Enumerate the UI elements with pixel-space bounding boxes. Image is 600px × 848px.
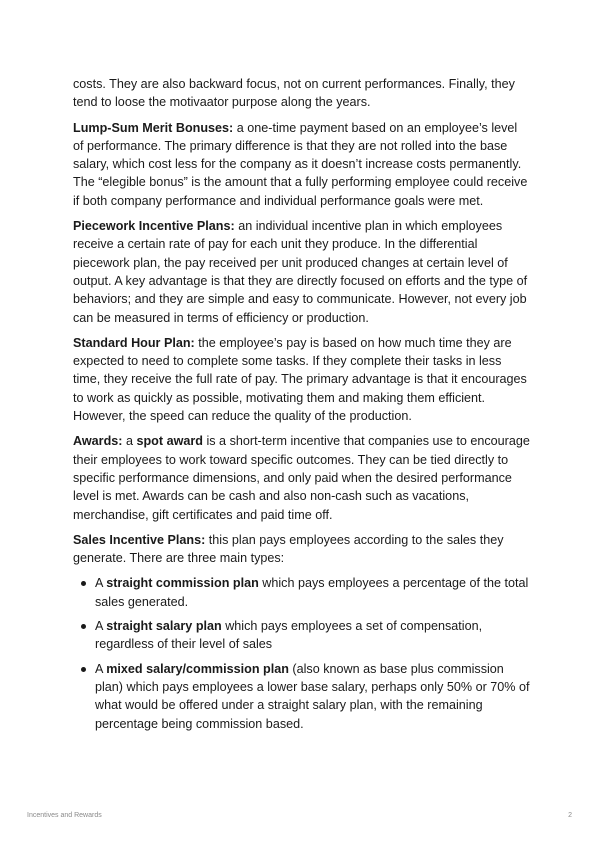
sales-text: this plan pays employees according to the sales they generate. There are three main types: xyxy=(73,532,504,566)
bullet-text: (also known as base plus commission plan) which pays employees a lower base salary, perhaps only 50% or 70% of what would be offered under a straight salary plan, with the remaining percentage being commission based. xyxy=(95,661,530,731)
spot-award-term: spot award xyxy=(136,434,203,449)
lump-sum-term: Lump-Sum Merit Bonuses: xyxy=(73,120,234,135)
list-item xyxy=(95,617,531,654)
standard-hour-paragraph xyxy=(73,334,531,425)
bullet-term: mixed salary/commission plan xyxy=(106,661,289,676)
list-item xyxy=(95,660,531,733)
document-body xyxy=(73,75,531,739)
bullet-term: straight commission plan xyxy=(106,576,259,591)
list-item xyxy=(95,574,531,611)
awards-pre: a xyxy=(122,434,137,449)
standard-hour-term: Standard Hour Plan: xyxy=(73,335,195,350)
awards-term: Awards: xyxy=(73,434,123,449)
sales-term: Sales Incentive Plans: xyxy=(73,532,206,547)
bullet-pre: A xyxy=(95,619,107,634)
bullet-pre: A xyxy=(95,576,107,591)
piecework-text: an individual incentive plan in which employees receive a certain rate of pay for each unit they produce. In the differential piecework plan, the pay received per unit produced changes at certain level of output. A key advantage is that they are directly focused on efforts and the type of behaviors; and they are simple and easy to communicate. However, not every job can be measured in terms of efficiency or production. xyxy=(73,219,528,325)
sales-paragraph xyxy=(73,531,531,568)
sales-plan-list xyxy=(73,574,531,732)
bullet-pre: A xyxy=(95,661,107,676)
piecework-paragraph xyxy=(73,217,531,327)
bullet-term: straight salary plan xyxy=(106,619,222,634)
bullet-text: which pays employees a percentage of the total sales generated. xyxy=(95,576,529,609)
lump-sum-paragraph xyxy=(73,119,531,210)
footer-title: Incentives and Rewards xyxy=(27,812,102,819)
lump-sum-text: a one-time payment based on an employee’s level of performance. The primary difference is that they are not rolled into the base salary, which cost less for the company as it doesn’t increase costs permanently. The “elegible bonus” is the amount that a fully performing employee could receive if both company performance and individual performance goals were met. xyxy=(73,120,528,208)
bullet-text: which pays employees a set of compensation, regardless of their level of sales xyxy=(95,619,483,652)
intro-paragraph: costs. They are also backward focus, not on current performances. Finally, they tend to loose the motivaator purpose along the years. xyxy=(73,77,515,110)
awards-paragraph xyxy=(73,432,531,523)
page-number: 2 xyxy=(568,812,572,819)
awards-text: is a short-term incentive that companies use to encourage their employees to work toward specific outcomes. They can be tied directly to specific performance dimensions, and only paid when the desired performance level is met. Awards can be cash and also non-cash such as vacations, merchandise, gift certificates and paid time off. xyxy=(73,434,530,522)
piecework-term: Piecework Incentive Plans: xyxy=(73,219,235,234)
standard-hour-text: the employee’s pay is based on how much time they are expected to need to complete some tasks. If they complete their tasks in less time, they receive the full rate of pay. The primary advantage is that it encourages to work as quickly as possible, motivating them and making them efficient. However, the speed can reduce the quality of the production. xyxy=(73,335,527,424)
